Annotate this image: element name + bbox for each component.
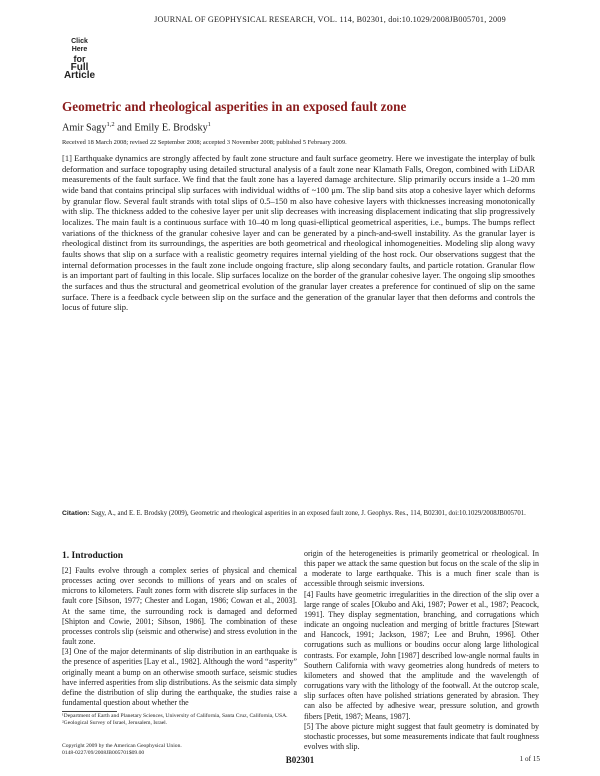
citation-label: Citation: xyxy=(62,510,90,517)
badge-line-2: Here xyxy=(71,46,88,53)
page-id: B02301 xyxy=(285,755,315,765)
paragraph: [5] The above picture might suggest that fault geometry is dominated by stochastic processes, but some measurements indicate that fault roughness evolves with slip. xyxy=(304,721,539,751)
author-name: Amir Sagy xyxy=(62,122,107,134)
author-list xyxy=(62,121,211,133)
right-column xyxy=(304,549,539,752)
badge-line-4: Full Article xyxy=(63,62,96,81)
left-column xyxy=(62,566,297,708)
footnote: ¹Department of Earth and Planetary Sciences, University of California, Santa Cruz, California, USA. xyxy=(62,713,288,719)
citation xyxy=(62,509,535,518)
copyright-line: Copyright 2009 by the American Geophysical Union. xyxy=(62,743,182,749)
section-heading: 1. Introduction xyxy=(62,551,124,561)
paragraph: [4] Faults have geometric irregularities in the direction of the slip over a large range of scales [Okubo and Aki, 1987; Power et al., 1987; Peacock, 1991]. They display segmentation, branching, and corrugations which indicate an ongoing nucleation and merging of brittle fractures [Stewart and Hancock, 1991; Jackson, 1987; Lee and Bruhn, 1996]. Other corrugations such as mullions or boudins occur along large lithological contrasts. For example, John [1987] described low-angle normal faults in Southern California with wavy geometries along hundreds of meters to kilometers and showed that the amplitude and the wavelength of corrugations vary with the lithology of the footwall. At the outcrop scale, slip surfaces often have polished striations generated by abrasion. They can also be affected by adhesive wear, pressure solution, and growth fibers [Petit, 1987; Means, 1987]. xyxy=(304,589,539,721)
citation-text: Sagy, A., and E. E. Brodsky (2009), Geometric and rheological asperities in an exposed fault zone, J. Geophys. Res., 114, B02301, doi:10.1029/2008JB005701. xyxy=(91,510,526,517)
paragraph: origin of the heterogeneities is primarily geometrical or rheological. In this paper we attack the same question but focus on the scale of the slip in a moderate to large earthquake. This is a much finer scale than is accessible through seismic inversions. xyxy=(304,549,539,589)
author-connector: and xyxy=(114,122,135,134)
full-article-badge[interactable] xyxy=(63,38,96,81)
article-title: Geometric and rheological asperities in an exposed fault zone xyxy=(62,99,407,114)
footnote-rule xyxy=(62,711,117,712)
paragraph-number: [1] xyxy=(62,153,72,163)
abstract xyxy=(62,153,535,313)
author-name: Emily E. Brodsky xyxy=(134,122,208,134)
footnote: ²Geological Survey of Israel, Jerusalem, Israel. xyxy=(62,720,168,727)
page-number: 1 of 15 xyxy=(519,755,540,763)
abstract-text: Earthquake dynamics are strongly affected by fault zone structure and fault surface geometry. Here we investigate the interplay of bulk deformation and surface topography using detailed structural analysis of a fault zone near Klamath Falls, Oregon, combined with LiDAR measurements of the fault surface. We find that the fault zone has a layered damage architecture. Slip primarily occurs inside a 1–20 mm wide band that contains principal slip surfaces with individual widths of ~100 μm. The slip band sits atop a cohesive layer which deforms by granular flow. Several fault strands with total slips of 0.5–150 m also have cohesive layers with thicknesses increasing monotonically with slip. The thickness added to the cohesive layer per unit slip decreases with increasing displacement indicating that slip progressively localizes. The main fault is a continuous surface with 10–40 m long quasi-elliptical geometrical asperities, i.e., bumps. The bumps reflect variations of the thickness of the granular cohesive layer and can be generated by a pinch-and-swell instability. As the granular layer is rheological distinct from its surroundings, the asperities are both geometrical and rheological inhomogeneities. Modeling slip along wavy faults shows that slip on a surface with a realistic geometry requires internal yielding of the host rock. Our observations suggest that the internal deformation processes in the fault zone include ongoing fracture, slip along secondary faults, and particle rotation. Granular flow is an important part of faulting in this locale. Slip surfaces localize on the border of the granular cohesive layer. The ongoing slip smoothes the surfaces and thus the structural and geometrical evolution of the granular layer creates a preference for continued of slip on the same surface. There is a feedback cycle between slip on the surface and the generation of the granular layer that then deforms and controls the locus of future slip. xyxy=(62,153,536,313)
journal-header: JOURNAL OF GEOPHYSICAL RESEARCH, VOL. 114, B02301, doi:10.1029/2008JB005701, 2009 xyxy=(154,15,506,24)
paragraph: [3] One of the major determinants of slip distribution in an earthquake is the presence of asperities [Lay et al., 1982]. Although the word “asperity” originally meant a bump on an otherwise smooth surface, seismic studies have inferred asperities from slip distributions. As the seismic data simply define the distribution of slip during the earthquake, the studies raise a fundamental question about whether the xyxy=(62,647,297,708)
author-affiliation-mark: 1 xyxy=(207,121,211,128)
paragraph: [2] Faults evolve through a complex series of physical and chemical processes acting over seconds to millions of years and on scales of microns to kilometers. Fault zones form with discrete slip surfaces in the fault core [Sibson, 1977; Chester and Logan, 1986; Cowan et al., 2003]. At the same time, the surrounding rock is damaged and deformed [Shipton and Cowie, 2001; Sibson, 1986]. The combination of these processes controls slip (seismic and otherwise) and stress evolution in the fault zone. xyxy=(62,566,297,647)
publication-dates: Received 18 March 2008; revised 22 September 2008; accepted 3 November 2008; published 5 February 2009. xyxy=(62,139,347,146)
badge-line-1: Click xyxy=(71,38,88,45)
copyright-line: 0148-0227/09/2008JB005701$09.00 xyxy=(62,750,145,757)
footnotes xyxy=(62,713,297,727)
author-affiliation-mark: 1,2 xyxy=(106,121,115,128)
badge-line-3: for xyxy=(73,54,86,64)
